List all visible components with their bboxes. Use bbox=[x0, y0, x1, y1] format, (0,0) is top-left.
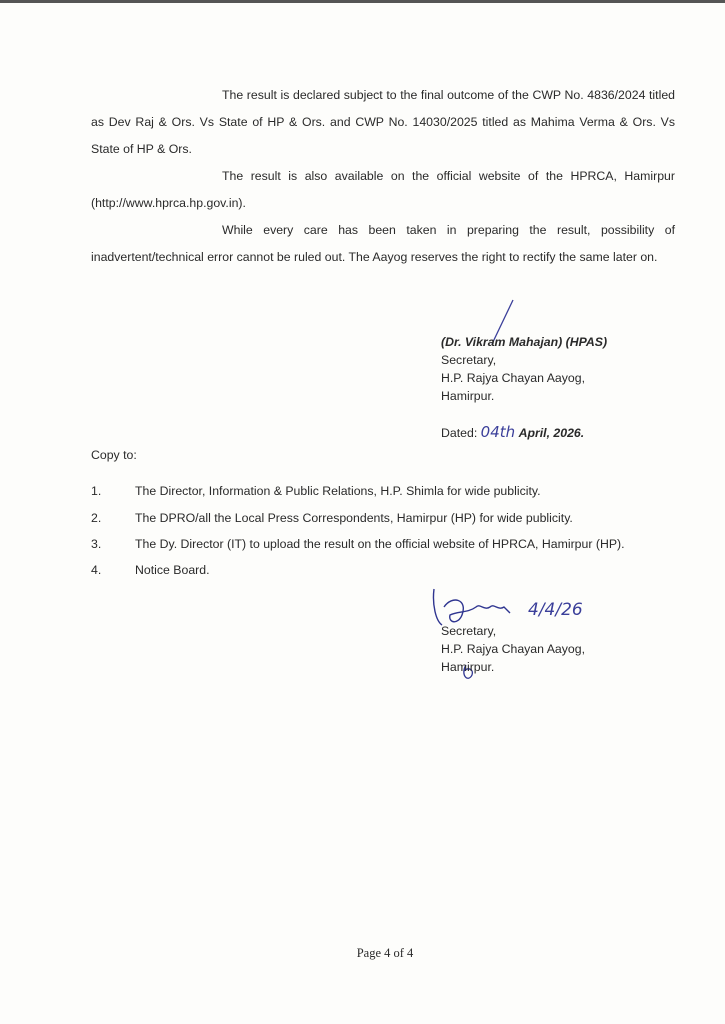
paragraph-disclaimer: While every care has been taken in preparing the result, possibility of inadvertent/technical error cannot be ruled out. The Aayog reserves the right to rectify the same later on. bbox=[91, 223, 675, 264]
paragraph-cwp: The result is declared subject to the final outcome of the CWP No. 4836/2024 titled as Dev Raj & Ors. Vs State of HP & Ors. and CWP No. 14030/2025 titled as Mahima Verma & Ors. Vs State of HP & Ors. bbox=[91, 88, 675, 156]
second-designation: Secretary, bbox=[441, 624, 497, 638]
list-number: 2. bbox=[91, 511, 102, 525]
signatory-place: Hamirpur. bbox=[441, 389, 495, 403]
handwritten-date: 4/4/26 bbox=[528, 600, 583, 620]
list-item: The Dy. Director (IT) to upload the result on the official website of HPRCA, Hamirpur (HP). bbox=[135, 537, 625, 551]
signatory-block bbox=[441, 333, 607, 405]
list-number: 1. bbox=[91, 484, 102, 498]
list-number: 4. bbox=[91, 563, 102, 577]
signatory-designation: Secretary, bbox=[441, 353, 497, 367]
list-item: Notice Board. bbox=[135, 563, 210, 577]
signatory-name: (Dr. Vikram Mahajan) (HPAS) bbox=[441, 335, 608, 349]
list-item: The DPRO/all the Local Press Correspondents, Hamirpur (HP) for wide publicity. bbox=[135, 511, 573, 525]
dated-label: Dated: bbox=[441, 426, 478, 440]
signatory-office: H.P. Rajya Chayan Aayog, bbox=[441, 371, 586, 385]
second-place: Hamirpur. bbox=[441, 660, 495, 674]
second-office: H.P. Rajya Chayan Aayog, bbox=[441, 642, 586, 656]
dated-day: 04th bbox=[480, 423, 516, 441]
second-signatory-block bbox=[441, 622, 585, 676]
page-number: Page 4 of 4 bbox=[356, 946, 414, 960]
dated-line bbox=[441, 423, 584, 442]
list-number: 3. bbox=[91, 537, 102, 551]
scan-edge bbox=[0, 0, 725, 3]
paragraph-website: The result is also available on the official website of the HPRCA, Hamirpur (http://www.hprca.hp.gov.in). bbox=[91, 169, 675, 210]
body-paragraphs bbox=[91, 82, 675, 271]
list-item: The Director, Information & Public Relations, H.P. Shimla for wide publicity. bbox=[135, 484, 541, 498]
copy-to-heading: Copy to: bbox=[91, 448, 137, 462]
dated-month-year: April, 2026. bbox=[518, 426, 585, 440]
